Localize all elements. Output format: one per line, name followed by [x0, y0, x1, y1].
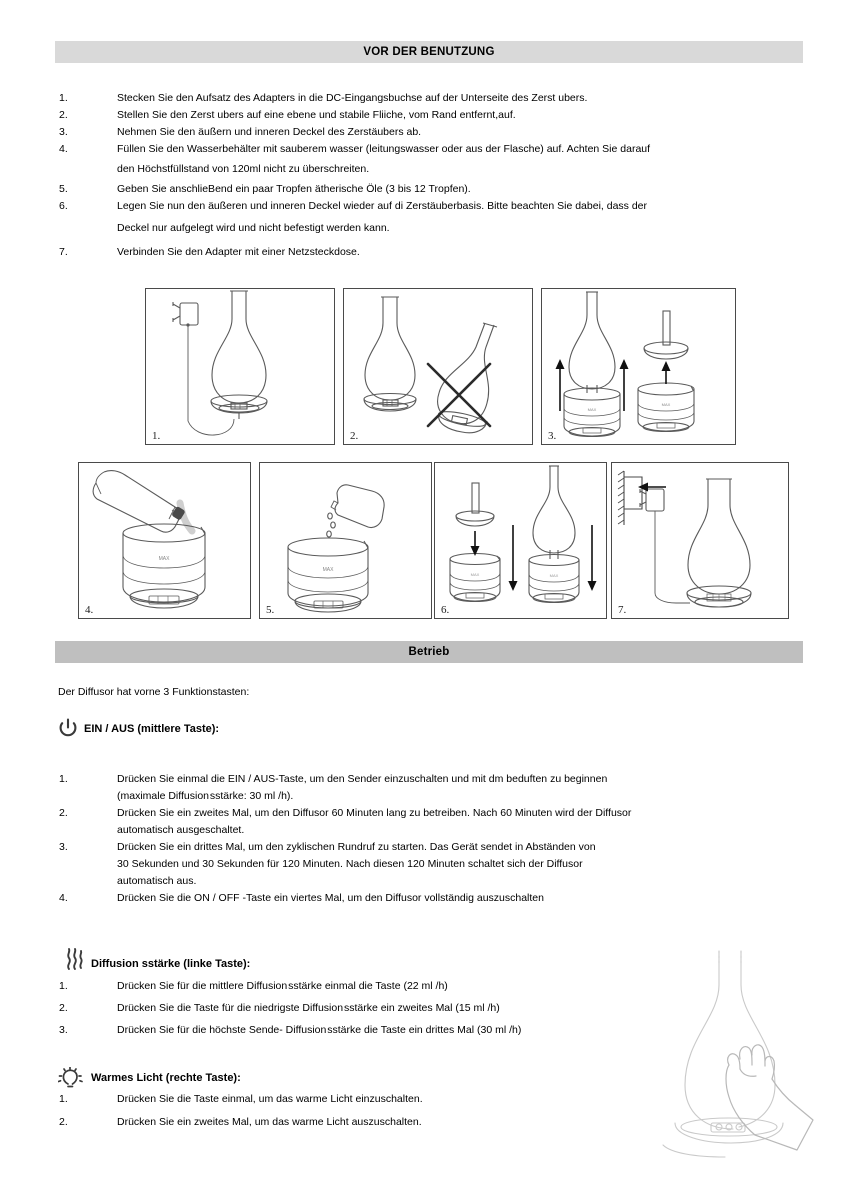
svg-text:MAX: MAX: [587, 407, 597, 412]
list-item: [55, 771, 815, 805]
power-heading-label: EIN / AUS (mittlere Taste):: [84, 723, 220, 735]
diagram-plug-into-wall: [612, 463, 788, 618]
list-item-text: [117, 805, 815, 839]
list-item-line1: Drücken Sie einmal die EIN / AUS-Taste, um den Sender einzuschalten und mit dm beduften zu beginnen: [117, 773, 608, 785]
list-item: [55, 890, 815, 907]
illustration-panel-1: [145, 288, 335, 445]
list-item-text: Drücken Sie ein zweites Mal, um das warme Licht auszuschalten.: [117, 1116, 422, 1128]
illustration-panel-3: [541, 288, 736, 445]
list-item-text: Drücken Sie die ON / OFF -Taste ein viertes Mal, um den Diffusor vollständig auszuschalten: [117, 892, 544, 904]
list-item: [55, 107, 815, 124]
list-item-text: Drücken Sie für die mittlere Diffusion sstärke einmal die Taste (22 ml /h): [117, 980, 448, 992]
list-item: [55, 244, 815, 261]
list-item: [55, 90, 815, 107]
light-feature-heading: [58, 1067, 241, 1089]
list-item-line2: den Höchstfüllstand von 120ml nicht zu überschreiten.: [117, 163, 370, 175]
list-item: [55, 839, 815, 890]
list-item-line2: Deckel nur aufgelegt wird und nicht befestigt werden kann.: [117, 222, 390, 234]
list-item-line1: Drücken Sie ein zweites Mal, um den Diffusor 60 Minuten lang zu betreiben. Nach 60 Minuten wird der Diffusor: [117, 807, 632, 819]
hand-pressing-illustration: [655, 945, 820, 1160]
list-item-text: Stecken Sie den Aufsatz des Adapters in die DC-Eingangsbuchse auf der Unterseite des Zerst ubers.: [117, 92, 588, 104]
list-item-text: [117, 141, 815, 178]
before-use-step-list: [55, 90, 815, 261]
section-title-text: Betrieb: [408, 646, 450, 658]
illustration-panel-5: [259, 462, 432, 619]
power-step-list: [55, 771, 815, 907]
list-item-text: [117, 198, 815, 237]
list-item-number: 7.: [59, 246, 68, 258]
list-item: [55, 141, 815, 178]
operation-intro-text: Der Diffusor hat vorne 3 Funktionstasten:: [58, 686, 250, 698]
list-item-number: 1.: [59, 92, 68, 104]
svg-text:MAX: MAX: [322, 567, 334, 573]
list-item-number: 1.: [59, 773, 68, 785]
svg-text:MAX: MAX: [661, 402, 671, 407]
panel-number: 1.: [152, 430, 161, 442]
diagram-replace-lids: [435, 463, 606, 618]
list-item-number: 4.: [59, 892, 68, 904]
section-header-before-use: [55, 41, 803, 63]
list-item: [55, 997, 695, 1019]
list-item-text: Geben Sie anschlieBend ein paar Tropfen ätherische Öle (3 bis 12 Tropfen).: [117, 183, 471, 195]
svg-text:MAX: MAX: [158, 556, 170, 562]
list-item-number: 6.: [59, 200, 68, 212]
power-icon: [58, 718, 78, 740]
panel-number: 5.: [266, 604, 275, 616]
diagram-upright-vs-tilted: [344, 289, 532, 444]
list-item: [55, 181, 815, 198]
list-item-text: Stellen Sie den Zerst ubers auf eine ebene und stabile Fliiche, vom Rand entfernt,auf.: [117, 109, 516, 121]
list-item-line2: (maximale Diffusion sstärke: 30 ml /h).: [117, 790, 294, 802]
list-item-text: [117, 839, 815, 890]
list-item-text: Verbinden Sie den Adapter mit einer Netzsteckdose.: [117, 246, 360, 258]
list-item-text: Drücken Sie für die höchste Sende- Diffusion sstärke die Taste ein drittes Mal (30 ml /h): [117, 1024, 522, 1036]
list-item: [55, 124, 815, 141]
list-item: [55, 1088, 695, 1111]
list-item-number: 3.: [59, 841, 68, 853]
list-item-line3: automatisch aus.: [117, 875, 197, 887]
panel-number: 3.: [548, 430, 557, 442]
power-feature-heading: [58, 718, 219, 740]
mist-heading-label: Diffusion sstärke (linke Taste):: [91, 958, 251, 970]
list-item-line1: Füllen Sie den Wasserbehälter mit sauberem wasser (leitungswasser oder aus der Flasche) auf. Achten Sie darauf: [117, 143, 651, 155]
list-item-number: 2.: [59, 807, 68, 819]
list-item-line1: Legen Sie nun den äußeren und inneren Deckel wieder auf di Zerstäuberbasis. Bitte beachten Sie dabei, dass der: [117, 200, 648, 212]
list-item: [55, 975, 695, 997]
panel-number: 4.: [85, 604, 94, 616]
svg-text:MAX: MAX: [470, 572, 480, 577]
list-item-text: [117, 771, 815, 805]
illustration-panel-6: [434, 462, 607, 619]
light-heading-label: Warmes Licht (rechte Taste):: [91, 1072, 241, 1084]
list-item-line2: 30 Sekunden und 30 Sekunden für 120 Minuten. Nach diesen 120 Minuten schaltet sich der Diffusor: [117, 858, 583, 870]
section-title-text: VOR DER BENUTZUNG: [363, 46, 495, 58]
list-item-number: 2.: [59, 109, 68, 121]
warm-light-icon: [58, 1067, 90, 1089]
list-item: [55, 198, 815, 237]
section-header-operation: [55, 641, 803, 663]
list-item: [55, 805, 815, 839]
list-item-number: 3.: [59, 1024, 68, 1036]
panel-number: 7.: [618, 604, 627, 616]
list-item-number: 5.: [59, 183, 68, 195]
illustration-panel-7: [611, 462, 789, 619]
list-item-text: Drücken Sie die Taste für die niedrigste Diffusion sstärke ein zweites Mal (15 ml /h): [117, 1002, 500, 1014]
list-item-text: Drücken Sie die Taste einmal, um das warme Licht einzuschalten.: [117, 1093, 423, 1105]
mist-waves-icon: [64, 947, 86, 973]
list-item-number: 2.: [59, 1116, 68, 1128]
mist-step-list: [55, 975, 695, 1041]
list-item-line2: automatisch ausgeschaltet.: [117, 824, 245, 836]
panel-number: 2.: [350, 430, 359, 442]
panel-number: 6.: [441, 604, 450, 616]
list-item-number: 2.: [59, 1002, 68, 1014]
illustration-panel-2: [343, 288, 533, 445]
list-item-text: Nehmen Sie den äußern und inneren Deckel des Zerstäubers ab.: [117, 126, 422, 138]
light-step-list: [55, 1088, 695, 1134]
diagram-fill-water: [79, 463, 250, 618]
list-item: [55, 1019, 695, 1041]
list-item-number: 3.: [59, 126, 68, 138]
svg-text:MAX: MAX: [549, 573, 559, 578]
list-item-number: 1.: [59, 1093, 68, 1105]
list-item-number: 1.: [59, 980, 68, 992]
list-item-line1: Drücken Sie ein drittes Mal, um den zyklischen Rundruf zu starten. Das Gerät sendet in Abständen von: [117, 841, 596, 853]
list-item-number: 4.: [59, 143, 68, 155]
list-item: [55, 1111, 695, 1134]
mist-feature-heading: [64, 955, 250, 973]
diagram-adapter-plug: [146, 289, 334, 444]
illustration-panel-4: [78, 462, 251, 619]
diagram-remove-lids: [542, 289, 735, 444]
diagram-add-oil-drops: [260, 463, 431, 618]
